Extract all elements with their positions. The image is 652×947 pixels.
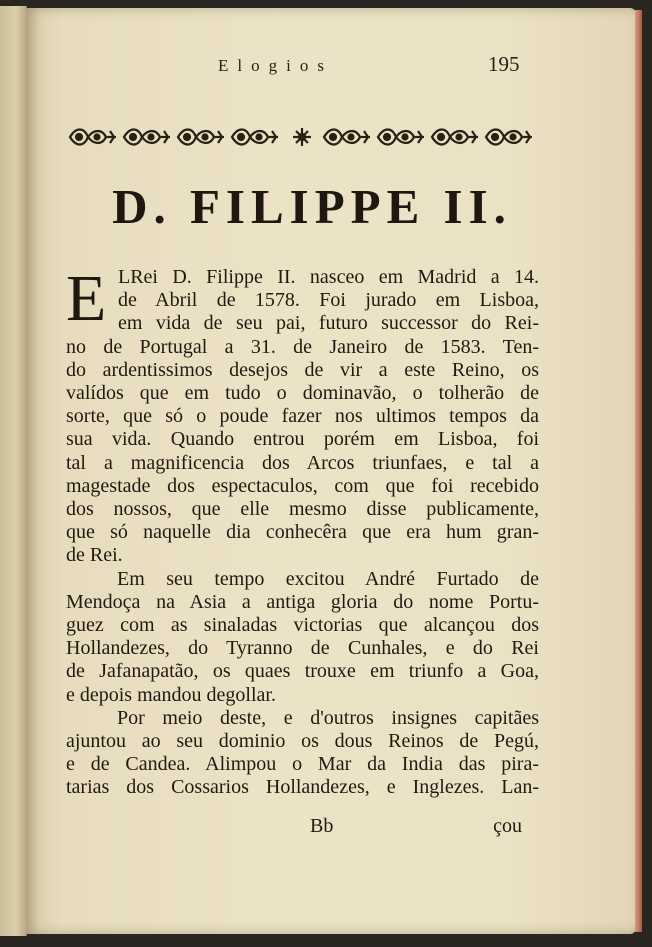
text-line: guez com as sinaladas victorias que alcançou dos [66, 614, 539, 637]
previous-page-edge [0, 6, 27, 936]
text-line: sorte, que só o poude fazer nos ultimos tempos da [66, 405, 539, 428]
ornament-band-icon [66, 124, 538, 150]
page-gilt-edge [635, 10, 642, 932]
page-number: 195 [488, 52, 520, 76]
running-head-title: Elogios [218, 56, 333, 75]
text-line: Em seu tempo excitou André Furtado de [117, 567, 539, 590]
text-line: no de Portugal a 31. de Janeiro de 1583. Ten- [66, 335, 539, 358]
text-line: Por meio deste, e d'outros insignes capitães [117, 706, 539, 729]
text-line: e de Candea. Alimpou o Mar da India das pira- [66, 753, 539, 776]
drop-cap: E [66, 262, 107, 335]
text-line: dos nossos, que elle mesmo disse publicamente, [66, 498, 539, 521]
text-line: e depois mandou degollar. [66, 683, 276, 706]
text-line: Hollandezes, do Tyranno de Cunhales, e do Rei [66, 637, 539, 660]
text-line: ajuntou ao seu dominio os dous Reinos de Pegú, [66, 730, 539, 753]
body-text [66, 262, 539, 800]
text-line: que só naquelle dia conhecêra que era hum gran- [66, 521, 539, 544]
text-line: Mendoça na Asia a antiga gloria do nome Portu- [66, 590, 539, 613]
catchword: çou [493, 815, 522, 837]
text-line: de Rei. [66, 544, 123, 567]
text-line: tarias dos Cossarios Hollandezes, e Inglezes. Lan- [66, 776, 539, 799]
text-line: do ardentissimos desejos de vir a este Reino, os [66, 358, 539, 381]
text-line: de Jafanapatão, os quaes trouxe em triunfo a Goa, [66, 660, 539, 683]
text-line: em vida de seu pai, futuro successor do Rei- [118, 312, 539, 335]
text-line: sua vida. Quando entrou porém em Lisboa, foi [66, 428, 539, 451]
text-line: LRei D. Filippe II. nasceo em Madrid a 14. [118, 266, 539, 288]
text-line: tal a magnificencia dos Arcos triunfaes, e tal a [66, 451, 539, 474]
text-line: magestade dos espectaculos, com que foi recebido [66, 474, 539, 497]
text-line: de Abril de 1578. Foi jurado em Lisboa, [118, 289, 539, 312]
text-line: valídos que em tudo o dominavão, o tolherão de [66, 382, 539, 405]
page-footer [66, 815, 522, 839]
signature-mark: Bb [310, 815, 334, 837]
section-heading: D. FILIPPE II. [112, 179, 512, 234]
